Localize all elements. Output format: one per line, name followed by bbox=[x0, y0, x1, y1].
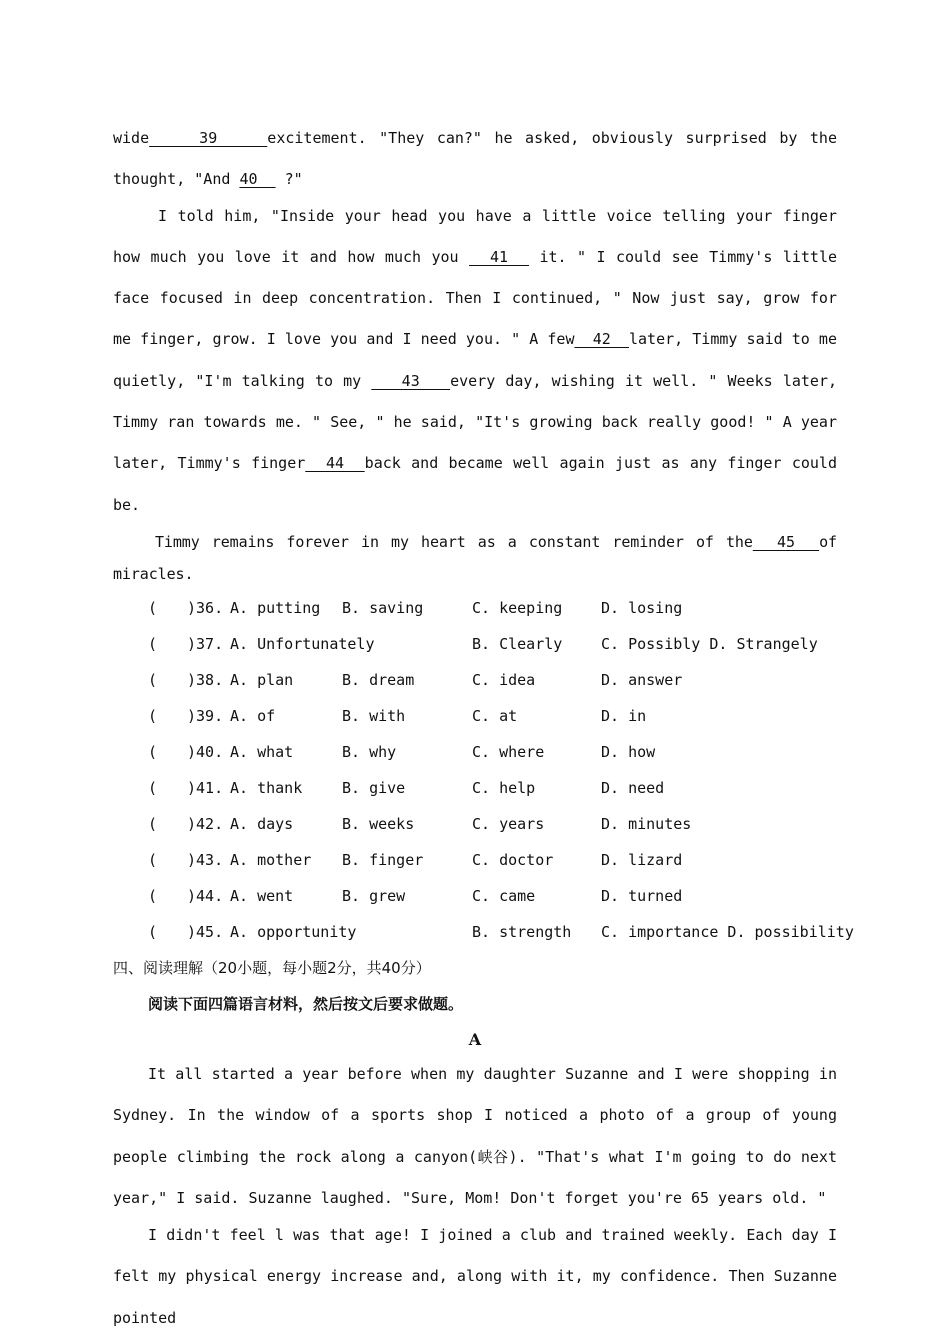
blank-40: 40 bbox=[239, 170, 276, 189]
option-a: A. went bbox=[230, 886, 294, 905]
option-d: C. Possibly D. Strangely bbox=[601, 634, 818, 653]
option-b: B. give bbox=[342, 778, 406, 797]
option-a: A. putting bbox=[230, 598, 321, 617]
question-number: )39. bbox=[187, 706, 224, 725]
question-row bbox=[113, 806, 837, 842]
option-c: C. where bbox=[472, 742, 545, 761]
blank-39: 39 bbox=[149, 129, 268, 147]
answer-paren: ( bbox=[148, 706, 158, 725]
question-row bbox=[113, 914, 854, 950]
question-row bbox=[113, 626, 837, 662]
option-d: D. need bbox=[601, 778, 665, 797]
answer-paren: ( bbox=[148, 922, 158, 941]
question-number: )44. bbox=[187, 886, 224, 905]
option-d: D. turned bbox=[601, 886, 683, 905]
option-a: A. plan bbox=[230, 670, 294, 689]
text: ?" bbox=[275, 170, 303, 189]
option-b: B. finger bbox=[342, 850, 424, 869]
blank-41: 41 bbox=[469, 247, 529, 266]
section-heading: 四、阅读理解（20小题，每小题2分，共40分） bbox=[113, 958, 431, 977]
option-d: D. lizard bbox=[601, 850, 683, 869]
question-number: )41. bbox=[187, 778, 224, 797]
answer-paren: ( bbox=[148, 634, 158, 653]
answer-paren: ( bbox=[148, 670, 158, 689]
question-row bbox=[113, 662, 837, 698]
answer-paren: ( bbox=[148, 778, 158, 797]
option-b: B. weeks bbox=[342, 814, 415, 833]
answer-paren: ( bbox=[148, 886, 158, 905]
option-a: A. mother bbox=[230, 850, 312, 869]
question-row bbox=[113, 878, 837, 914]
option-a: A. what bbox=[230, 742, 294, 761]
blank-43: 43 bbox=[371, 371, 451, 390]
text: wide bbox=[113, 129, 150, 147]
option-c: B. Clearly bbox=[472, 634, 563, 653]
document-page bbox=[113, 118, 854, 1339]
question-number: )38. bbox=[187, 670, 224, 689]
option-a: A. days bbox=[230, 814, 294, 833]
answer-paren: ( bbox=[148, 814, 158, 833]
option-a: A. Unfortunately bbox=[230, 634, 375, 653]
option-c: C. keeping bbox=[472, 598, 563, 617]
text: later, Timmy said to me quietly, "I'm talking to my bbox=[113, 330, 837, 390]
option-a: A. thank bbox=[230, 778, 303, 797]
answer-paren: ( bbox=[148, 598, 158, 617]
option-b: B. grew bbox=[342, 886, 406, 905]
option-d: D. in bbox=[601, 706, 647, 725]
question-number: )45. bbox=[187, 922, 224, 941]
option-c: C. years bbox=[472, 814, 545, 833]
question-number: )43. bbox=[187, 850, 224, 869]
question-row bbox=[113, 734, 837, 770]
option-a: A. opportunity bbox=[230, 922, 357, 941]
passage-a-paragraph-1: It all started a year before when my daughter Suzanne and I were shopping in Sydney. In the window of a sports shop I noticed a photo of a group of young people climbing the rock along a canyon(峡谷). "That's what I'm going to do next year," I said. Suzanne laughed. "Sure, Mom! Don't forget you're 65 years old. " bbox=[113, 1064, 837, 1207]
option-c: C. help bbox=[472, 778, 536, 797]
text: every day, wishing it well. " Weeks later, Timmy ran towards me. " See, " he said, "It's growing back really good! " A year later, Timmy's finger bbox=[113, 371, 837, 473]
section-instruction: 阅读下面四篇语言材料，然后按文后要求做题。 bbox=[148, 994, 464, 1013]
option-d: C. importance D. possibility bbox=[601, 922, 854, 941]
question-row bbox=[113, 770, 837, 806]
question-row bbox=[113, 698, 837, 734]
option-c: C. came bbox=[472, 886, 536, 905]
blank-44: 44 bbox=[305, 454, 365, 473]
passage-title: A bbox=[468, 1029, 482, 1049]
question-row bbox=[113, 590, 837, 626]
option-c: C. idea bbox=[472, 670, 536, 689]
answer-paren: ( bbox=[148, 742, 158, 761]
question-number: )36. bbox=[187, 598, 224, 617]
text: it. " I could see Timmy's little face focused in deep concentration. Then I continued, " Now just say, grow for me finger, grow. I love you and I need you. " A few bbox=[113, 247, 838, 349]
question-number: )42. bbox=[187, 814, 224, 833]
options-list bbox=[113, 590, 854, 950]
question-row bbox=[113, 842, 837, 878]
question-number: )40. bbox=[187, 742, 224, 761]
passage-paragraph-3 bbox=[113, 526, 837, 590]
option-d: D. how bbox=[601, 742, 656, 761]
option-c: C. at bbox=[472, 706, 518, 725]
option-d: D. minutes bbox=[601, 814, 692, 833]
option-c: B. strength bbox=[472, 922, 572, 941]
blank-45: 45 bbox=[752, 532, 820, 551]
text: I told him, "Inside your head you have a little voice telling your finger how much you love it and how much you bbox=[113, 206, 837, 266]
option-b: B. dream bbox=[342, 670, 415, 689]
question-number: )37. bbox=[187, 634, 224, 653]
option-b: B. saving bbox=[342, 598, 424, 617]
answer-paren: ( bbox=[148, 850, 158, 869]
option-d: D. losing bbox=[601, 598, 683, 617]
text: Timmy remains forever in my heart as a constant reminder of the bbox=[155, 532, 753, 551]
option-c: C. doctor bbox=[472, 850, 554, 869]
passage-paragraph-2 bbox=[113, 196, 837, 526]
text: of miracles. bbox=[113, 532, 837, 583]
blank-42: 42 bbox=[574, 330, 629, 349]
passage-a-paragraph-2: I didn't feel l was that age! I joined a club and trained weekly. Each day I felt my physical energy increase and, along with it, my confidence. Then Suzanne pointed bbox=[113, 1226, 837, 1327]
text: excitement. "They can?" he asked, obviously surprised by the thought, "And bbox=[113, 129, 837, 189]
option-b: B. with bbox=[342, 706, 406, 725]
passage-paragraph-1 bbox=[113, 118, 837, 201]
option-a: A. of bbox=[230, 706, 276, 725]
option-d: D. answer bbox=[601, 670, 683, 689]
option-b: B. why bbox=[342, 742, 397, 761]
text: back and became well again just as any finger could be. bbox=[113, 454, 837, 514]
